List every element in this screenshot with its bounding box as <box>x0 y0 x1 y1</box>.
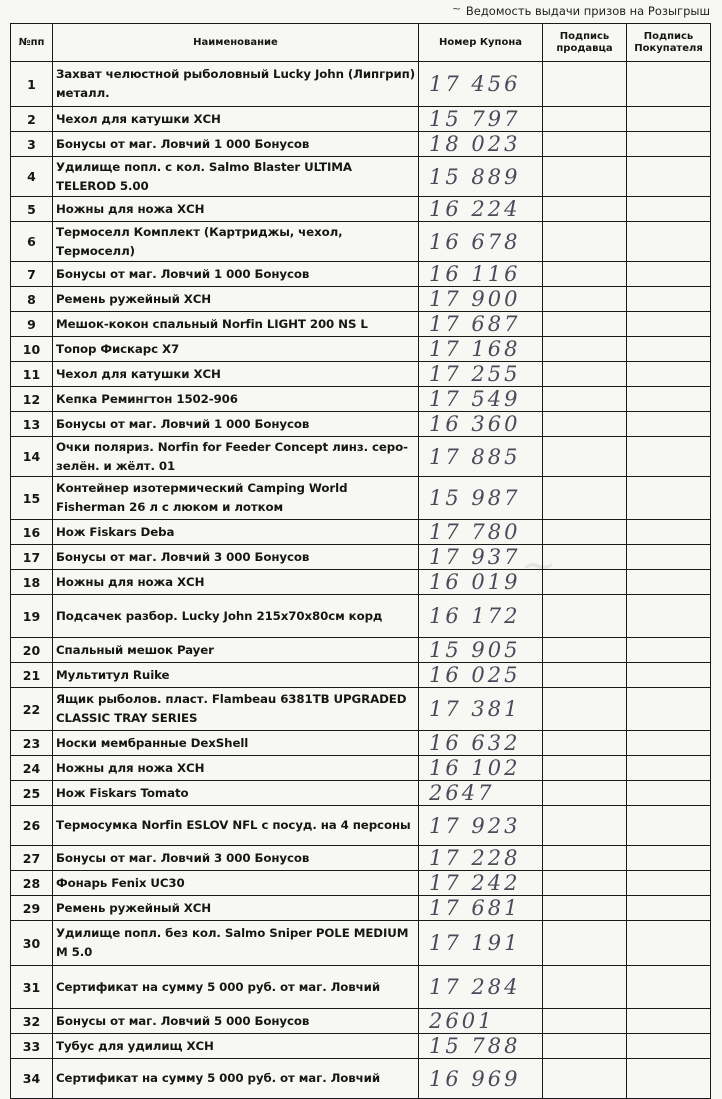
table-row <box>11 896 711 921</box>
row-number: 22 <box>11 688 53 731</box>
coupon-number: 16 019 <box>419 570 543 595</box>
coupon-number: 15 905 <box>419 638 543 663</box>
table-row <box>11 1034 711 1059</box>
seller-signature-cell <box>543 1034 627 1059</box>
row-number: 3 <box>11 132 53 157</box>
seller-signature-cell <box>543 545 627 570</box>
coupon-number: 15 788 <box>419 1034 543 1059</box>
row-number: 27 <box>11 846 53 871</box>
row-number: 5 <box>11 197 53 222</box>
buyer-signature-cell <box>627 966 711 1009</box>
coupon-number: 17 923 <box>419 806 543 846</box>
buyer-signature-cell <box>627 638 711 663</box>
seller-signature-cell <box>543 846 627 871</box>
seller-signature-cell <box>543 62 627 107</box>
table-header-row <box>11 24 711 62</box>
buyer-signature-cell <box>627 756 711 781</box>
seller-signature-cell <box>543 663 627 688</box>
buyer-signature-cell <box>627 62 711 107</box>
row-number: 13 <box>11 412 53 437</box>
coupon-number: 17 900 <box>419 287 543 312</box>
row-number: 31 <box>11 966 53 1009</box>
buyer-signature-cell <box>627 781 711 806</box>
row-number: 25 <box>11 781 53 806</box>
row-number: 20 <box>11 638 53 663</box>
table-row <box>11 362 711 387</box>
prize-name: Бонусы от маг. Ловчий 1 000 Бонусов <box>53 132 419 157</box>
row-number: 26 <box>11 806 53 846</box>
table-row <box>11 1059 711 1099</box>
coupon-number: 15 987 <box>419 477 543 520</box>
buyer-signature-cell <box>627 337 711 362</box>
col-header-coupon: Номер Купона <box>419 24 543 62</box>
seller-signature-cell <box>543 1059 627 1099</box>
prize-name: Ящик рыболов. пласт. Flambeau 6381TB UPGRADED CLASSIC TRAY SERIES <box>53 688 419 731</box>
coupon-number: 17 780 <box>419 520 543 545</box>
row-number: 4 <box>11 157 53 197</box>
prize-name: Спальный мешок Payer <box>53 638 419 663</box>
buyer-signature-cell <box>627 222 711 262</box>
coupon-number: 17 456 <box>419 62 543 107</box>
coupon-number: 17 681 <box>419 896 543 921</box>
prize-name: Термоселл Комплект (Картриджы, чехол, Термоселл) <box>53 222 419 262</box>
prize-name: Удилище попл. с кол. Salmo Blaster ULTIMA TELEROD 5.00 <box>53 157 419 197</box>
prize-table <box>10 23 711 1099</box>
seller-signature-cell <box>543 871 627 896</box>
seller-signature-cell <box>543 312 627 337</box>
seller-signature-cell <box>543 477 627 520</box>
prize-name: Подсачек разбор. Lucky John 215х70х80см корд <box>53 595 419 638</box>
col-header-seller-sign: Подпись продавца <box>543 24 627 62</box>
coupon-number: 16 172 <box>419 595 543 638</box>
coupon-number: 16 678 <box>419 222 543 262</box>
table-row <box>11 387 711 412</box>
row-number: 33 <box>11 1034 53 1059</box>
table-row <box>11 545 711 570</box>
buyer-signature-cell <box>627 287 711 312</box>
buyer-signature-cell <box>627 520 711 545</box>
seller-signature-cell <box>543 921 627 966</box>
coupon-number: 2647 <box>419 781 543 806</box>
seller-signature-cell <box>543 731 627 756</box>
table-row <box>11 412 711 437</box>
prize-name: Ножны для ножа ХСН <box>53 756 419 781</box>
seller-signature-cell <box>543 157 627 197</box>
row-number: 28 <box>11 871 53 896</box>
buyer-signature-cell <box>627 197 711 222</box>
coupon-number: 2601 <box>419 1009 543 1034</box>
prize-name: Бонусы от маг. Ловчий 1 000 Бонусов <box>53 262 419 287</box>
bleed-through-marks: ~ <box>520 540 575 591</box>
row-number: 15 <box>11 477 53 520</box>
table-row <box>11 520 711 545</box>
table-row <box>11 806 711 846</box>
seller-signature-cell <box>543 437 627 477</box>
row-number: 19 <box>11 595 53 638</box>
buyer-signature-cell <box>627 412 711 437</box>
buyer-signature-cell <box>627 595 711 638</box>
row-number: 18 <box>11 570 53 595</box>
seller-signature-cell <box>543 520 627 545</box>
buyer-signature-cell <box>627 1059 711 1099</box>
coupon-number: 17 228 <box>419 846 543 871</box>
coupon-number: 16 102 <box>419 756 543 781</box>
row-number: 12 <box>11 387 53 412</box>
col-header-buyer-sign: Подпись Покупателя <box>627 24 711 62</box>
prize-name: Захват челюстной рыболовный Lucky John (Липгрип) металл. <box>53 62 419 107</box>
table-row <box>11 846 711 871</box>
prize-name: Бонусы от маг. Ловчий 5 000 Бонусов <box>53 1009 419 1034</box>
table-row <box>11 1009 711 1034</box>
col-header-num: №пп <box>11 24 53 62</box>
table-body <box>11 62 711 1099</box>
buyer-signature-cell <box>627 545 711 570</box>
prize-name: Кепка Ремингтон 1502-906 <box>53 387 419 412</box>
row-number: 14 <box>11 437 53 477</box>
buyer-signature-cell <box>627 437 711 477</box>
table-row <box>11 477 711 520</box>
buyer-signature-cell <box>627 570 711 595</box>
buyer-signature-cell <box>627 663 711 688</box>
row-number: 34 <box>11 1059 53 1099</box>
coupon-number: 16 224 <box>419 197 543 222</box>
prize-name: Чехол для катушки ХСН <box>53 107 419 132</box>
table-row <box>11 312 711 337</box>
stray-mark: ~ <box>452 2 462 15</box>
seller-signature-cell <box>543 262 627 287</box>
buyer-signature-cell <box>627 362 711 387</box>
seller-signature-cell <box>543 337 627 362</box>
seller-signature-cell <box>543 806 627 846</box>
prize-name: Бонусы от маг. Ловчий 3 000 Бонусов <box>53 545 419 570</box>
table-row <box>11 595 711 638</box>
buyer-signature-cell <box>627 262 711 287</box>
coupon-number: 17 284 <box>419 966 543 1009</box>
prize-name: Ремень ружейный ХСН <box>53 896 419 921</box>
table-row <box>11 638 711 663</box>
row-number: 24 <box>11 756 53 781</box>
prize-name: Сертификат на сумму 5 000 руб. от маг. Ловчий <box>53 1059 419 1099</box>
coupon-number: 16 025 <box>419 663 543 688</box>
buyer-signature-cell <box>627 312 711 337</box>
coupon-number: 17 381 <box>419 688 543 731</box>
buyer-signature-cell <box>627 157 711 197</box>
coupon-number: 16 632 <box>419 731 543 756</box>
buyer-signature-cell <box>627 107 711 132</box>
col-header-name: Наименование <box>53 24 419 62</box>
prize-name: Ремень ружейный ХСН <box>53 287 419 312</box>
page-title: Ведомость выдачи призов на Розыгрыш <box>465 4 710 18</box>
buyer-signature-cell <box>627 871 711 896</box>
row-number: 2 <box>11 107 53 132</box>
table-row <box>11 132 711 157</box>
row-number: 11 <box>11 362 53 387</box>
prize-name: Фонарь Fenix UC30 <box>53 871 419 896</box>
table-row <box>11 781 711 806</box>
prize-name: Контейнер изотермический Camping World Fisherman 26 л с люком и лотком <box>53 477 419 520</box>
row-number: 1 <box>11 62 53 107</box>
row-number: 6 <box>11 222 53 262</box>
row-number: 29 <box>11 896 53 921</box>
row-number: 16 <box>11 520 53 545</box>
prize-name: Мультитул Ruike <box>53 663 419 688</box>
prize-name: Тубус для удилищ ХСН <box>53 1034 419 1059</box>
row-number: 9 <box>11 312 53 337</box>
row-number: 23 <box>11 731 53 756</box>
prize-name: Очки поляриз. Norfin for Feeder Concept линз. серо-зелён. и жёлт. 01 <box>53 437 419 477</box>
seller-signature-cell <box>543 222 627 262</box>
seller-signature-cell <box>543 287 627 312</box>
coupon-number: 17 191 <box>419 921 543 966</box>
coupon-number: 17 549 <box>419 387 543 412</box>
seller-signature-cell <box>543 412 627 437</box>
buyer-signature-cell <box>627 921 711 966</box>
table-row <box>11 756 711 781</box>
coupon-number: 15 797 <box>419 107 543 132</box>
seller-signature-cell <box>543 781 627 806</box>
coupon-number: 17 885 <box>419 437 543 477</box>
row-number: 21 <box>11 663 53 688</box>
coupon-number: 16 969 <box>419 1059 543 1099</box>
seller-signature-cell <box>543 756 627 781</box>
seller-signature-cell <box>543 197 627 222</box>
table-row <box>11 731 711 756</box>
table-row <box>11 871 711 896</box>
table-row <box>11 688 711 731</box>
table-row <box>11 966 711 1009</box>
seller-signature-cell <box>543 966 627 1009</box>
coupon-number: 17 168 <box>419 337 543 362</box>
buyer-signature-cell <box>627 688 711 731</box>
buyer-signature-cell <box>627 896 711 921</box>
coupon-number: 17 687 <box>419 312 543 337</box>
prize-name: Нож Fiskars Tomato <box>53 781 419 806</box>
coupon-number: 16 360 <box>419 412 543 437</box>
table-row <box>11 262 711 287</box>
prize-name: Термосумка Norfin ESLOV NFL с посуд. на 4 персоны <box>53 806 419 846</box>
buyer-signature-cell <box>627 132 711 157</box>
buyer-signature-cell <box>627 387 711 412</box>
table-row <box>11 337 711 362</box>
row-number: 8 <box>11 287 53 312</box>
table-row <box>11 921 711 966</box>
row-number: 17 <box>11 545 53 570</box>
coupon-number: 15 889 <box>419 157 543 197</box>
seller-signature-cell <box>543 595 627 638</box>
seller-signature-cell <box>543 107 627 132</box>
prize-name: Удилище попл. без кол. Salmo Sniper POLE MEDIUM M 5.0 <box>53 921 419 966</box>
prize-name: Чехол для катушки ХСН <box>53 362 419 387</box>
buyer-signature-cell <box>627 1034 711 1059</box>
buyer-signature-cell <box>627 477 711 520</box>
seller-signature-cell <box>543 387 627 412</box>
seller-signature-cell <box>543 570 627 595</box>
table-row <box>11 157 711 197</box>
row-number: 10 <box>11 337 53 362</box>
prize-name: Ножны для ножа ХСН <box>53 197 419 222</box>
prize-name: Мешок-кокон спальный Norfin LIGHT 200 NS L <box>53 312 419 337</box>
coupon-number: 17 242 <box>419 871 543 896</box>
buyer-signature-cell <box>627 806 711 846</box>
table-row <box>11 287 711 312</box>
row-number: 7 <box>11 262 53 287</box>
coupon-number: 17 255 <box>419 362 543 387</box>
seller-signature-cell <box>543 132 627 157</box>
prize-name: Топор Фискарс Х7 <box>53 337 419 362</box>
buyer-signature-cell <box>627 846 711 871</box>
coupon-number: 16 116 <box>419 262 543 287</box>
prize-name: Бонусы от маг. Ловчий 1 000 Бонусов <box>53 412 419 437</box>
seller-signature-cell <box>543 362 627 387</box>
table-row <box>11 570 711 595</box>
seller-signature-cell <box>543 638 627 663</box>
buyer-signature-cell <box>627 1009 711 1034</box>
table-row <box>11 437 711 477</box>
table-row <box>11 663 711 688</box>
prize-name: Носки мембранные DexShell <box>53 731 419 756</box>
row-number: 30 <box>11 921 53 966</box>
row-number: 32 <box>11 1009 53 1034</box>
prize-name: Бонусы от маг. Ловчий 3 000 Бонусов <box>53 846 419 871</box>
table-row <box>11 222 711 262</box>
table-row <box>11 62 711 107</box>
prize-name: Нож Fiskars Deba <box>53 520 419 545</box>
coupon-number: 17 937 <box>419 545 543 570</box>
buyer-signature-cell <box>627 731 711 756</box>
table-row <box>11 197 711 222</box>
seller-signature-cell <box>543 896 627 921</box>
coupon-number: 18 023 <box>419 132 543 157</box>
prize-name: Ножны для ножа ХСН <box>53 570 419 595</box>
table-row <box>11 107 711 132</box>
seller-signature-cell <box>543 688 627 731</box>
prize-name: Сертификат на сумму 5 000 руб. от маг. Ловчий <box>53 966 419 1009</box>
seller-signature-cell <box>543 1009 627 1034</box>
